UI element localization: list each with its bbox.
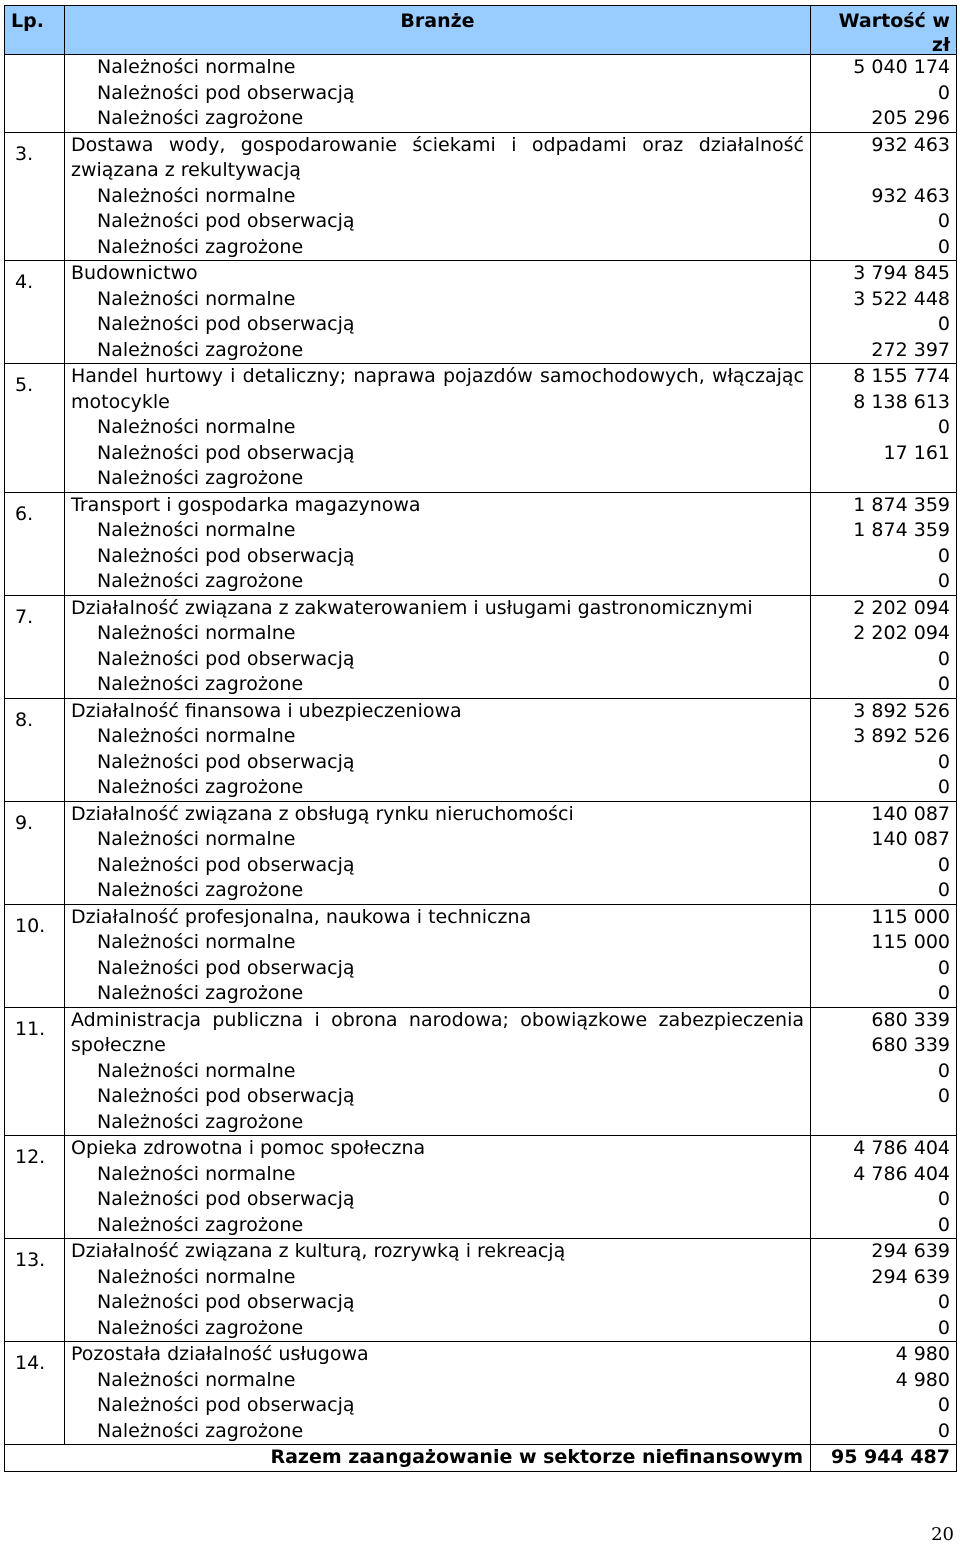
receivable-value: 3 892 526: [853, 725, 950, 747]
receivable-label: Należności pod obserwacją: [97, 1085, 355, 1107]
receivable-value: 4 980: [895, 1368, 950, 1391]
receivable-value: 140 087: [871, 828, 950, 850]
receivable-label: Należności zagrożone: [97, 1110, 304, 1133]
sector-name: Pozostała działalność usługowa: [71, 1343, 369, 1365]
receivable-label: Należności zagrożone: [97, 107, 304, 129]
group-number: 6.: [5, 493, 65, 595]
sector-value: 3 794 845: [853, 262, 950, 284]
group-number: 12.: [5, 1136, 65, 1238]
group-branze-cell: [65, 905, 811, 1007]
receivable-value: 0: [937, 1213, 950, 1236]
receivable-value: 0: [937, 1291, 950, 1313]
sector-group: [4, 1008, 957, 1137]
receivable-value: 0: [937, 235, 950, 258]
group-value-cell: [811, 364, 956, 492]
sector-name: społeczne: [71, 1034, 166, 1056]
sector-value: 8 155 774: [853, 365, 950, 387]
receivable-value: 0: [937, 313, 950, 335]
receivable-label: Należności zagrożone: [97, 982, 304, 1004]
receivable-label: Należności normalne: [97, 828, 296, 850]
receivable-label: Należności pod obserwacją: [97, 1394, 355, 1416]
receivable-label: Należności normalne: [97, 416, 296, 438]
sector-group: [4, 493, 957, 596]
group-branze-cell: [65, 261, 811, 363]
sector-group: [4, 905, 957, 1008]
sector-value: 115 000: [871, 905, 950, 928]
group-value-cell: [811, 596, 956, 698]
sector-group: [4, 1136, 957, 1239]
group-branze-cell: [65, 1342, 811, 1444]
receivable-label: Należności zagrożone: [97, 235, 304, 258]
receivable-value: 0: [937, 81, 950, 104]
receivable-value: 0: [937, 210, 950, 232]
receivable-value: 0: [937, 982, 950, 1004]
sector-value: 140 087: [871, 802, 950, 825]
page-number: 20: [931, 1524, 954, 1545]
total-row: [4, 1445, 957, 1472]
group-value-cell: [811, 1136, 956, 1238]
sector-group: [4, 802, 957, 905]
receivable-value: 0: [937, 776, 950, 798]
group-branze-cell: [65, 493, 811, 595]
header-wartosc: Wartość w zł: [838, 10, 950, 56]
receivable-label: Należności pod obserwacją: [97, 544, 355, 567]
receivable-label: Należności pod obserwacją: [97, 441, 355, 464]
group-value-cell: [811, 1342, 956, 1444]
group-value-cell: [811, 133, 956, 261]
receivable-label: Należności normalne: [97, 56, 296, 78]
receivable-label: Należności normalne: [97, 622, 296, 644]
group-number: 8.: [5, 699, 65, 801]
receivable-value: 294 639: [871, 1265, 950, 1288]
group-number: 7.: [5, 596, 65, 698]
receivable-label: Należności pod obserwacją: [97, 647, 355, 670]
receivable-label: Należności zagrożone: [97, 879, 304, 901]
receivable-label: Należności zagrożone: [97, 1419, 304, 1442]
sector-name: związana z rekultywacją: [71, 159, 301, 181]
receivable-value: [811, 1110, 950, 1136]
group-branze-cell: [65, 1239, 811, 1341]
sector-name: Działalność związana z obsługą rynku nieruchomości: [71, 802, 574, 825]
total-value: 95 944 487: [831, 1446, 950, 1468]
sector-group: [4, 699, 957, 802]
receivable-value: 0: [937, 1059, 950, 1082]
receivable-label: Należności zagrożone: [97, 570, 304, 592]
group-number: 3.: [5, 133, 65, 261]
sector-name: Budownictwo: [71, 262, 198, 284]
continuation-branze-cell: [65, 55, 811, 132]
sector-name: Administracja publiczna i obrona narodowa; obowiązkowe zabezpieczenia: [71, 1008, 804, 1031]
receivable-label: Należności zagrożone: [97, 776, 304, 798]
receivable-label: Należności normalne: [97, 1368, 296, 1391]
receivable-label: Należności normalne: [97, 287, 296, 310]
group-number: 5.: [5, 364, 65, 492]
sector-group: [4, 261, 957, 364]
group-branze-cell: [65, 1008, 811, 1136]
sector-name: Transport i gospodarka magazynowa: [71, 493, 421, 516]
receivable-label: Należności pod obserwacją: [97, 853, 355, 876]
receivable-label: Należności normalne: [97, 1059, 296, 1082]
sector-group: [4, 133, 957, 262]
sector-value: [811, 158, 950, 184]
receivable-label: Należności pod obserwacją: [97, 1291, 355, 1313]
group-value-cell: [811, 493, 956, 595]
receivable-value: 0: [937, 544, 950, 567]
receivable-label: Należności normalne: [97, 725, 296, 747]
sector-value: 680 339: [871, 1034, 950, 1056]
sector-groups: [4, 133, 957, 1446]
receivable-label: Należności pod obserwacją: [97, 81, 355, 104]
receivable-label: Należności normalne: [97, 1162, 296, 1185]
receivable-value: 0: [937, 879, 950, 901]
header-lp: Lp.: [5, 6, 65, 54]
sector-exposure-table: [4, 5, 957, 1472]
sector-name: Dostawa wody, gospodarowanie ściekami i odpadami oraz działalność: [71, 133, 804, 156]
group-number: 9.: [5, 802, 65, 904]
receivable-label: Należności normalne: [97, 931, 296, 953]
receivable-value: 0: [937, 750, 950, 773]
receivable-label: Należności pod obserwacją: [97, 210, 355, 232]
receivable-label: Należności zagrożone: [97, 673, 304, 695]
receivable-label: Należności zagrożone: [97, 338, 304, 361]
receivable-label: Należności pod obserwacją: [97, 1188, 355, 1210]
receivable-value: 4 786 404: [853, 1162, 950, 1185]
group-value-cell: [811, 905, 956, 1007]
receivable-value: 932 463: [871, 184, 950, 207]
receivable-value: 1 874 359: [853, 519, 950, 541]
sector-group: [4, 596, 957, 699]
sector-name: Opieka zdrowotna i pomoc społeczna: [71, 1137, 426, 1159]
sector-value: 932 463: [871, 133, 950, 156]
receivable-label: Należności pod obserwacją: [97, 313, 355, 335]
receivable-value: 17 161: [883, 441, 950, 464]
total-label: Razem zaangażowanie w sektorze niefinansowym: [5, 1445, 811, 1471]
sector-value: 8 138 613: [853, 390, 950, 413]
receivable-value: 272 397: [871, 338, 950, 361]
group-number: 4.: [5, 261, 65, 363]
sector-name: Działalność finansowa i ubezpieczeniowa: [71, 699, 462, 722]
receivable-value: 0: [937, 1188, 950, 1210]
group-value-cell: [811, 699, 956, 801]
header-branze: Branże: [65, 6, 811, 54]
sector-value: 1 874 359: [853, 493, 950, 516]
group-value-cell: [811, 1008, 956, 1136]
receivable-value: 0: [937, 1419, 950, 1442]
group-number: 11.: [5, 1008, 65, 1136]
sector-value: 4 786 404: [853, 1137, 950, 1159]
receivable-value: [811, 466, 950, 492]
group-branze-cell: [65, 699, 811, 801]
receivable-value: 0: [937, 853, 950, 876]
group-number: 13.: [5, 1239, 65, 1341]
sector-value: 3 892 526: [853, 699, 950, 722]
receivable-value: 0: [937, 956, 950, 979]
receivable-value: 0: [937, 1394, 950, 1416]
group-number: 14.: [5, 1342, 65, 1444]
sector-name: Handel hurtowy i detaliczny; naprawa pojazdów samochodowych, włączając: [71, 365, 804, 387]
group-value-cell: [811, 261, 956, 363]
receivable-label: Należności pod obserwacją: [97, 956, 355, 979]
receivable-value: 5 040 174: [853, 56, 950, 78]
receivable-value: 205 296: [871, 107, 950, 129]
sector-group: [4, 1342, 957, 1445]
group-branze-cell: [65, 802, 811, 904]
group-branze-cell: [65, 133, 811, 261]
sector-name: Działalność związana z kulturą, rozrywką i rekreacją: [71, 1240, 566, 1262]
receivable-label: Należności zagrożone: [97, 467, 304, 489]
sector-value: 294 639: [871, 1240, 950, 1262]
receivable-value: 0: [937, 416, 950, 438]
continuation-lp-cell: [5, 55, 65, 132]
receivable-value: 0: [937, 1085, 950, 1107]
sector-value: 680 339: [871, 1008, 950, 1031]
receivable-label: Należności normalne: [97, 519, 296, 541]
receivable-value: 115 000: [871, 931, 950, 953]
sector-name: Działalność związana z zakwaterowaniem i usługami gastronomicznymi: [71, 596, 753, 619]
group-value-cell: [811, 1239, 956, 1341]
continuation-group: [4, 55, 957, 133]
group-value-cell: [811, 802, 956, 904]
sector-name: Działalność profesjonalna, naukowa i techniczna: [71, 905, 532, 928]
sector-group: [4, 1239, 957, 1342]
receivable-value: 0: [937, 570, 950, 592]
receivable-value: 0: [937, 673, 950, 695]
receivable-label: Należności normalne: [97, 184, 296, 207]
continuation-value-cell: [811, 55, 956, 132]
group-branze-cell: [65, 596, 811, 698]
receivable-value: 0: [937, 647, 950, 670]
receivable-value: 3 522 448: [853, 287, 950, 310]
receivable-label: Należności zagrożone: [97, 1316, 304, 1339]
sector-value: 2 202 094: [853, 596, 950, 619]
group-number: 10.: [5, 905, 65, 1007]
sector-group: [4, 364, 957, 493]
receivable-label: Należności zagrożone: [97, 1213, 304, 1236]
sector-value: 4 980: [895, 1343, 950, 1365]
receivable-label: Należności normalne: [97, 1265, 296, 1288]
receivable-value: 2 202 094: [853, 622, 950, 644]
sector-name: motocykle: [71, 390, 170, 413]
receivable-value: 0: [937, 1316, 950, 1339]
table-header: [4, 5, 957, 55]
group-branze-cell: [65, 364, 811, 492]
group-branze-cell: [65, 1136, 811, 1238]
receivable-label: Należności pod obserwacją: [97, 750, 355, 773]
